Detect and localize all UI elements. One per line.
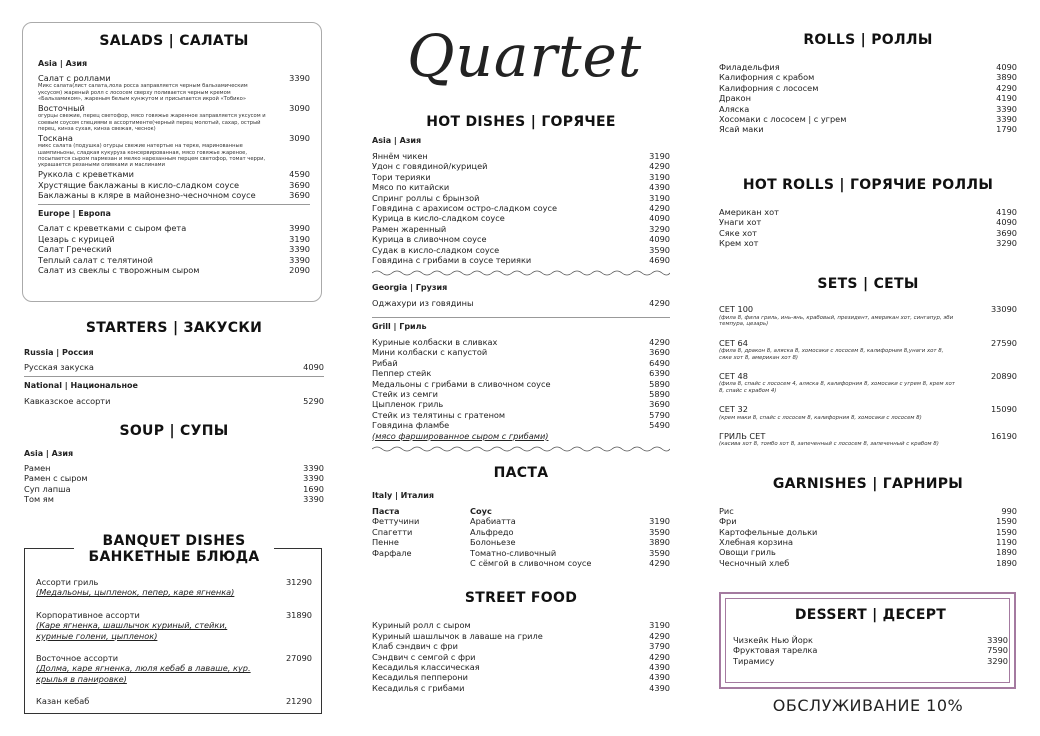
hot-grill-label: Grill | Гриль <box>372 321 427 331</box>
menu-item-name: Кавказское ассорти <box>24 396 111 407</box>
menu-item-name: Хлебная корзина <box>719 536 794 547</box>
menu-item-desc: (фила 8, фила гриль, инь-янь, крабовый, президент, американ хот, сингапур, эби темпура, цезарь) <box>719 314 954 328</box>
menu-item-name: Восточное ассорти <box>36 653 119 664</box>
menu-item-price: 4290 <box>996 82 1017 93</box>
menu-item <box>372 337 670 347</box>
menu-item-price: 3090 <box>289 133 310 144</box>
menu-item-price: 3390 <box>996 103 1017 114</box>
menu-item <box>372 193 670 203</box>
menu-item-name: Аляска <box>719 103 750 114</box>
menu-item-price: 3690 <box>649 347 670 358</box>
street-title: STREET FOOD <box>464 590 578 607</box>
menu-item-name: Куриные колбаски в сливках <box>372 336 498 347</box>
menu-item-price: 4290 <box>649 557 670 568</box>
salads-asia-label: Asia | Азия <box>38 59 88 68</box>
pasta-row <box>372 558 670 568</box>
menu-item <box>372 399 670 409</box>
menu-item <box>372 182 670 192</box>
menu-item-price: 5890 <box>649 388 670 399</box>
soup-title: SOUP | СУПЫ <box>119 422 229 439</box>
menu-item-name: СЕТ 64 <box>719 337 748 348</box>
menu-item-name: Баклажаны в кляре в майонезно-чесночном соусе <box>38 190 256 201</box>
menu-item <box>372 245 670 255</box>
menu-item <box>372 620 670 630</box>
menu-item-name: Чесночный хлеб <box>719 557 790 568</box>
menu-item-price: 3390 <box>303 494 324 505</box>
menu-item-name: Унаги хот <box>719 217 762 228</box>
menu-item-price: 4390 <box>649 662 670 672</box>
menu-item-price: 3890 <box>996 72 1017 83</box>
menu-item-name: Восточный <box>38 103 85 114</box>
menu-item-price: 3590 <box>649 547 670 558</box>
menu-item-name: ГРИЛЬ СЕТ <box>719 430 766 441</box>
menu-item-price: 1690 <box>303 483 324 494</box>
hot-georgia-label: Georgia | Грузия <box>372 283 448 293</box>
menu-item-price: 4190 <box>996 206 1017 217</box>
menu-item <box>372 631 670 641</box>
menu-item-name: Куриный шашлычок в лаваше на гриле <box>372 630 543 641</box>
menu-item-name: Стейк из телятины с гратеном <box>372 409 506 420</box>
menu-item-desc: микс салата (подушка) огурцы свежие натертые на терке, маринованные шампиньоны, сладкая кукуруза консервированная, мясо говяжье жареное, посыпается сыром пармезан и мелко нарезанным перцем светофор, томат черри, украшается резаными оливками и маслинами <box>38 143 266 169</box>
menu-item-price: 20890 <box>990 370 1017 381</box>
menu-item-name: Рамен с сыром <box>24 473 88 484</box>
menu-item-name: Хрустящие баклажаны в кисло-сладком соусе <box>38 179 240 190</box>
starters-title: STARTERS | ЗАКУСКИ <box>85 320 263 336</box>
menu-item-name: Мини колбаски с капустой <box>372 347 488 358</box>
menu-item-name: Стейк из семги <box>372 388 439 399</box>
menu-item-name: Рибай <box>372 357 398 368</box>
menu-item <box>733 656 1008 666</box>
hot-georgia-list <box>372 298 670 308</box>
menu-item <box>372 410 670 420</box>
menu-item-price: 4090 <box>649 213 670 224</box>
menu-item <box>372 234 670 244</box>
service-note: ОБСЛУЖИВАНИЕ 10% <box>772 696 964 715</box>
pasta-name: Фарфале <box>372 547 412 558</box>
menu-item-price: 27090 <box>285 653 312 664</box>
menu-item-name: Картофельные дольки <box>719 526 818 537</box>
menu-item-name: Филадельфия <box>719 62 780 72</box>
menu-item <box>372 172 670 182</box>
menu-item-name: Куриный ролл с сыром <box>372 620 471 631</box>
menu-item-name: Хосомаки с лососем | с угрем <box>719 114 847 125</box>
pasta-name: Феттучини <box>372 516 420 527</box>
menu-item-name: Дракон <box>719 93 751 104</box>
menu-item-price: 6490 <box>649 357 670 368</box>
banquet-column <box>36 0 312 707</box>
menu-item-name: Теплый салат с телятиной <box>38 254 153 265</box>
garnishes-title: GARNISHES | ГАРНИРЫ <box>772 475 964 492</box>
sauce-name: Арабиатта <box>470 516 516 527</box>
menu-item-name: Курица в сливочном соусе <box>372 234 487 245</box>
menu-item-price: 3590 <box>649 526 670 537</box>
menu-item-desc: (касива хот 8, томбо хот 8, запеченный с лососем 8, запеченный с крабом 8) <box>719 441 939 448</box>
menu-item <box>733 645 1008 655</box>
banquet-list <box>36 577 312 707</box>
menu-item-name: Том ям <box>24 494 54 505</box>
menu-item-name: Салат Греческий <box>38 244 112 255</box>
divider-wave <box>372 269 670 277</box>
pasta-col-header: Паста <box>372 505 400 516</box>
menu-item-price: 3690 <box>289 179 310 190</box>
menu-item-price: 1890 <box>996 557 1017 568</box>
menu-item <box>372 662 670 672</box>
menu-item-name: Цыпленок гриль <box>372 399 444 410</box>
menu-item <box>36 610 312 620</box>
menu-item-name: Цезарь с курицей <box>38 233 115 244</box>
menu-item-price: 31290 <box>285 577 312 587</box>
menu-item <box>372 652 670 662</box>
menu-item-name: Чизкейк Нью Йорк <box>733 635 813 645</box>
pasta-name: Спагетти <box>372 526 413 537</box>
menu-item-name: Сэндвич с семгой с фри <box>372 651 476 662</box>
menu-item-price: 4090 <box>649 234 670 245</box>
menu-item-price: 3990 <box>289 223 310 234</box>
hot-rolls-title: HOT ROLLS | ГОРЯЧИЕ РОЛЛЫ <box>742 176 994 193</box>
menu-item <box>372 379 670 389</box>
pasta-row <box>372 537 670 547</box>
menu-item-desc: (крем маки 8, спайс с лососем 8, калифорния 8, хомосаки с лососем 8) <box>719 414 922 421</box>
pasta-title: ПАСТА <box>493 464 549 481</box>
menu-item-price: 3390 <box>289 254 310 265</box>
menu-item-price: 3690 <box>996 227 1017 238</box>
menu-item-name: Салат с креветками с сыром фета <box>38 223 187 234</box>
menu-item-name: Говядина фламбе <box>372 420 450 431</box>
hot-asia-list <box>372 151 670 265</box>
menu-item-price: 5490 <box>649 420 670 431</box>
menu-item-name: Казан кебаб <box>36 696 90 707</box>
menu-item-price: 3390 <box>289 73 310 83</box>
menu-item-price: 3890 <box>649 537 670 548</box>
menu-item-price: 3390 <box>289 244 310 255</box>
menu-item-price: 4290 <box>649 651 670 662</box>
menu-item-name: Мясо по китайски <box>372 182 450 193</box>
menu-item-price: 4390 <box>649 672 670 683</box>
menu-item-name: Корпоративное ассорти <box>36 609 140 620</box>
menu-item-name: Ясай маки <box>719 124 764 135</box>
menu-item-name: СЕТ 100 <box>719 304 754 315</box>
menu-item-price: 1190 <box>996 536 1017 547</box>
dessert-list <box>733 635 1008 666</box>
menu-item <box>372 358 670 368</box>
menu-item-price: 6390 <box>649 368 670 379</box>
brand-logo: Quartet <box>407 22 643 90</box>
menu-item-name: Медальоны с грибами в сливочном соусе <box>372 378 551 389</box>
menu-item-name: Спринг роллы с брынзой <box>372 192 480 203</box>
menu-item-name: Кесадилья с грибами <box>372 682 465 693</box>
menu-item-desc: Микс салата(лист салата,лола росса заправляется черным бальзамическим уксусом) жареный ролл с лососем сверху поливается черным кремом «Бальзамиком», жареным белым кунжутом и присыпается икрой «Тобико» <box>38 83 248 102</box>
menu-item-price: 3690 <box>289 190 310 201</box>
menu-item-name: Ассорти гриль <box>36 577 99 587</box>
menu-item-price: 990 <box>1001 505 1017 516</box>
menu-item-name: Руккола с креветками <box>38 169 134 180</box>
menu-item-name: Кесадилья пепперони <box>372 672 468 683</box>
menu-item <box>36 577 312 587</box>
menu-item-name: Фруктовая тарелка <box>733 645 818 656</box>
menu-item-name: Тирамису <box>733 655 775 666</box>
menu-item-price: 15090 <box>990 404 1017 415</box>
menu-item-desc: (фила 8, спайс с лососем 4, аляска 8, калифорния 8, хомосаки с угрем 8, крем хот 8, спайс с крабом 4) <box>719 381 955 394</box>
menu-item-price: 1790 <box>996 124 1017 135</box>
menu-item-name: Суп лапша <box>24 483 71 494</box>
menu-item-name: Американ хот <box>719 206 779 217</box>
menu-item-price: 16190 <box>990 430 1017 441</box>
menu-item-price: 3190 <box>649 516 670 527</box>
menu-item-price: 3390 <box>987 635 1008 645</box>
menu-item-price: 3390 <box>303 462 324 473</box>
pasta-italy-label: Italy | Италия <box>372 490 434 500</box>
menu-item-price: 3190 <box>649 620 670 631</box>
menu-item-name: Яннём чикен <box>372 151 428 161</box>
menu-item-price: 5790 <box>649 409 670 420</box>
menu-item-price: 4290 <box>649 298 670 309</box>
menu-item-price: 3190 <box>649 192 670 203</box>
sauce-col-header: Соус <box>470 505 492 516</box>
menu-item-price: 3790 <box>649 641 670 652</box>
menu-item-price: 4390 <box>649 682 670 693</box>
starters-russia-label: Russia | Россия <box>24 348 94 357</box>
menu-item <box>372 347 670 357</box>
menu-item-price: 2090 <box>289 265 310 276</box>
menu-item-name: Крем хот <box>719 238 759 249</box>
menu-item-price: 3190 <box>649 171 670 182</box>
menu-item-price: 4290 <box>649 161 670 172</box>
menu-item-name: Фри <box>719 516 737 527</box>
menu-item-desc: (Долма, каре ягненка, люля кебаб в лаваше, кур. крылья в панировке) <box>36 663 251 684</box>
menu-item <box>372 420 670 430</box>
menu-item-price: 5890 <box>649 378 670 389</box>
menu-item-price: 1590 <box>996 516 1017 527</box>
menu-item-name: Русская закуска <box>24 362 94 372</box>
menu-item-price: 4390 <box>649 182 670 193</box>
menu-item-name: Рамен <box>24 462 51 473</box>
menu-item-desc: (Каре ягненка, шашлычок куриный, стейки, куриные голени, цыпленок) <box>36 620 228 641</box>
menu-item <box>372 203 670 213</box>
menu-item-name: Кесадилья классическая <box>372 662 480 672</box>
menu-item <box>372 683 670 693</box>
menu-item <box>372 161 670 171</box>
menu-item-price: 33090 <box>990 304 1017 315</box>
menu-item <box>372 368 670 378</box>
menu-item <box>372 389 670 399</box>
menu-item-name: Салат из свеклы с творожным сыром <box>38 265 200 276</box>
menu-item-price: 3390 <box>303 473 324 484</box>
menu-item-price: 3290 <box>987 655 1008 666</box>
menu-item-name: Тори терияки <box>372 171 431 182</box>
menu-item <box>372 151 670 161</box>
menu-item-price: 4690 <box>649 255 670 266</box>
menu-item-name: Пеппер стейк <box>372 368 432 379</box>
menu-item-price: 3590 <box>649 244 670 255</box>
salads-europe-label: Europe | Европа <box>38 209 111 219</box>
pasta-list <box>372 516 670 568</box>
sauce-name: Томатно-сливочный <box>470 547 557 558</box>
menu-item-name: Тоскана <box>38 133 73 144</box>
menu-item-price: 5290 <box>303 396 324 407</box>
menu-item-price: 3190 <box>289 233 310 244</box>
menu-item-price: 3290 <box>996 238 1017 249</box>
menu-item <box>36 696 312 706</box>
menu-item <box>36 653 312 663</box>
pasta-row <box>372 527 670 537</box>
menu-item-name: Рамен жаренный <box>372 223 447 234</box>
pasta-row <box>372 516 670 526</box>
menu-item-price: 4290 <box>649 336 670 347</box>
pasta-row <box>372 548 670 558</box>
banquet-title-2: БАНКЕТНЫЕ БЛЮДА <box>74 549 274 565</box>
pasta-name <box>372 558 470 568</box>
divider-wave <box>372 445 670 453</box>
menu-item-price: 1590 <box>996 526 1017 537</box>
menu-item-price: 3690 <box>649 399 670 410</box>
menu-item-price: 3090 <box>289 103 310 114</box>
menu-item <box>372 255 670 265</box>
middle-column <box>372 0 670 693</box>
sauce-name: Болоньезе <box>470 537 516 548</box>
menu-item <box>372 672 670 682</box>
starters-national-label: National | Национальное <box>24 381 138 391</box>
sauce-name: С сёмгой в сливочном соусе <box>470 557 592 568</box>
menu-item <box>372 298 670 308</box>
pasta-name: Пенне <box>372 537 399 548</box>
salads-title: SALADS | САЛАТЫ <box>99 33 249 49</box>
dessert-column <box>733 0 1008 666</box>
menu-item-price: 7590 <box>987 645 1008 656</box>
menu-item-name: Говядина с арахисом остро-сладком соусе <box>372 203 557 214</box>
menu-item-price: 4290 <box>649 630 670 641</box>
menu-item-desc: (фила 8, дракон 8, аляска 8, хомосаки с лососем 8, калифорния 8,унаги хот 8, сяке хот 8, американ хот 8) <box>719 348 944 361</box>
menu-item-name: Салат с роллами <box>38 73 111 83</box>
menu-item-name: Калифорния с лососем <box>719 82 819 93</box>
menu-item-name: Судак в кисло-сладком соусе <box>372 244 500 255</box>
menu-item-price: 4090 <box>996 62 1017 72</box>
menu-item-desc: (Медальоны, цыпленок, пепер, каре ягненка) <box>36 587 235 598</box>
grill-note: (мясо фаршированное сыром с грибами) <box>372 430 549 441</box>
soup-asia-label: Asia | Азия <box>24 448 74 458</box>
menu-item-price: 1890 <box>996 547 1017 558</box>
menu-item <box>372 213 670 223</box>
menu-item-name: СЕТ 48 <box>719 370 748 381</box>
menu-item-price: 3190 <box>649 151 670 161</box>
menu-item-name: СЕТ 32 <box>719 404 748 415</box>
menu-item-name: Калифорния с крабом <box>719 72 815 83</box>
sauce-name: Альфредо <box>470 526 514 537</box>
menu-item-price: 27590 <box>990 337 1017 348</box>
menu-item-name: Овощи гриль <box>719 547 776 558</box>
menu-item-price: 3290 <box>649 223 670 234</box>
menu-item-price: 4590 <box>289 169 310 180</box>
hot-asia-label: Asia | Азия <box>372 136 422 145</box>
menu-item-price: 4090 <box>303 362 324 372</box>
street-list <box>372 620 670 693</box>
menu-item-price: 4290 <box>649 203 670 214</box>
menu-item-price: 4190 <box>996 93 1017 104</box>
menu-item-price: 3390 <box>996 114 1017 125</box>
rolls-title: ROLLS | РОЛЛЫ <box>803 32 933 48</box>
hot-title: HOT DISHES | ГОРЯЧЕЕ <box>426 114 616 130</box>
menu-item-name: Клаб сэндвич с фри <box>372 641 458 652</box>
menu-item-name: Рис <box>719 505 734 516</box>
menu-item-name: Оджахури из говядины <box>372 298 474 309</box>
sets-title: SETS | СЕТЫ <box>817 276 919 293</box>
menu-item-price: 21290 <box>285 696 312 707</box>
hot-grill-list <box>372 337 670 431</box>
menu-item <box>733 635 1008 645</box>
banquet-title-1: BANQUET DISHES <box>74 533 274 549</box>
menu-item-name: Сяке хот <box>719 227 757 238</box>
menu-item <box>372 224 670 234</box>
menu-item-price: 31890 <box>285 609 312 620</box>
menu-item-desc: огурцы свежие, перец светофор, мясо говяжье жаренное заправляется уксусом и соевым соусом специями в ассортименте(черный перец молотый, сахар, острый перец, кинза сухая, кинза свежая, чеснок) <box>38 113 266 132</box>
menu-item-name: Удон с говядиной/курицей <box>372 161 488 172</box>
menu-item-price: 4090 <box>996 217 1017 228</box>
menu-item <box>372 641 670 651</box>
menu-item-name: Курица в кисло-сладком соусе <box>372 213 505 224</box>
menu-item-name: Говядина с грибами в соусе терияки <box>372 255 532 266</box>
dessert-title: DESSERT | ДЕСЕРТ <box>794 607 947 623</box>
